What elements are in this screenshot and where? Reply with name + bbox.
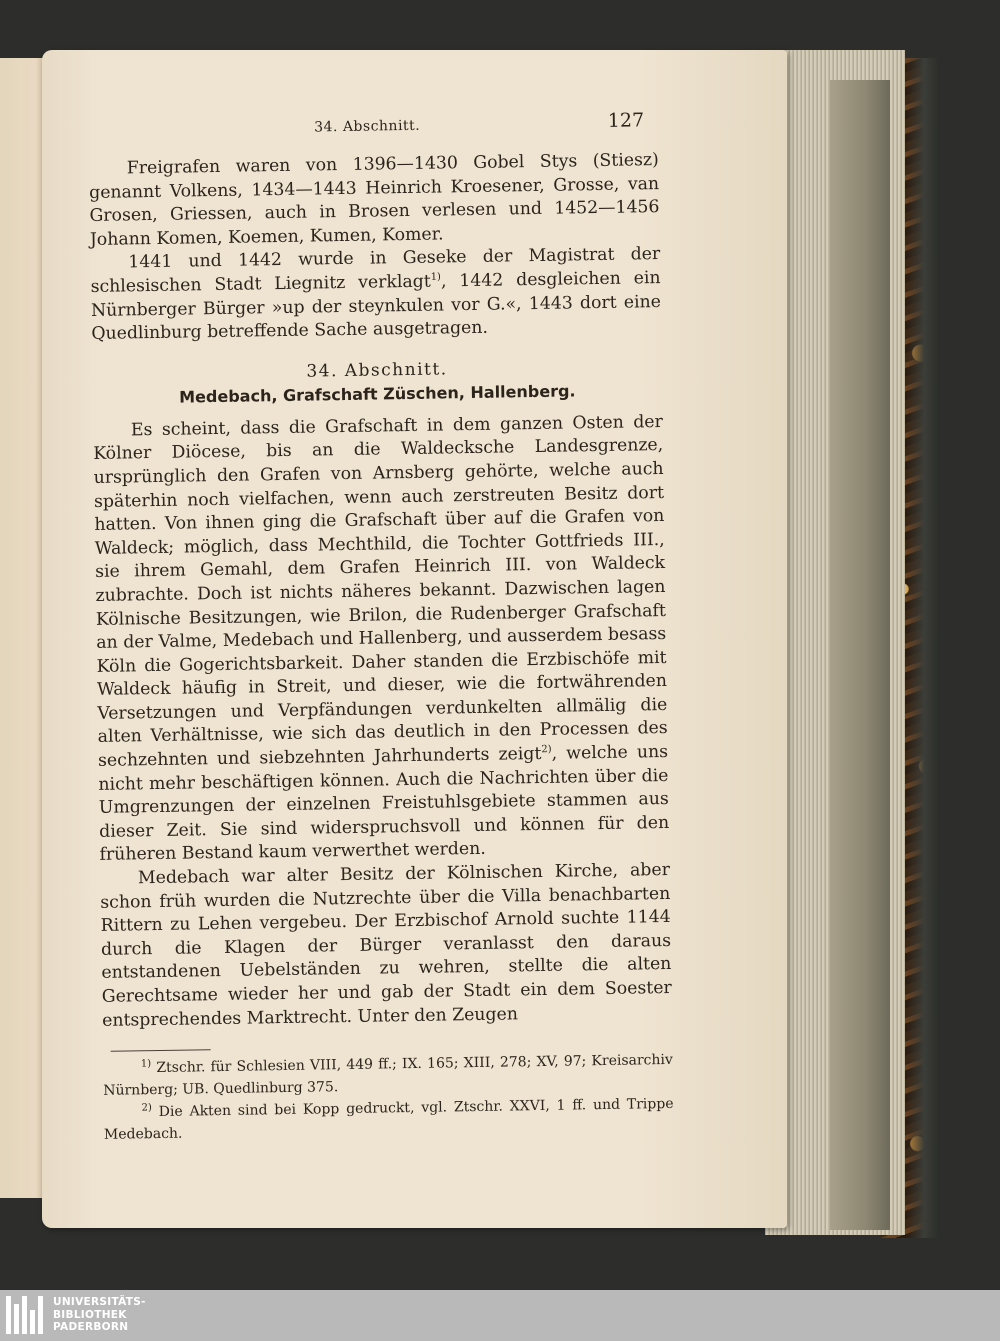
library-logo-text: [53, 1296, 146, 1334]
paragraph-geseke: [90, 243, 661, 346]
footnote-ref-2: 2): [541, 744, 552, 756]
running-title: 34. Abschnitt.: [314, 117, 421, 136]
page-content: [88, 109, 674, 1146]
section-number: 34. Abschnitt.: [306, 359, 448, 382]
paragraph-medebach: Medebach war alter Besitz der Kölnischen Kirche, aber schon früh wurden die Nutzrechte über die Villa benachbarten Rittern zu Lehen vergebeu. Der Erzbischof Arnold suchte 1144 durch die Klagen der Bürger veranlasst den daraus entstandenen Uebelständen zu wehren, stellte die alten Gerechtsame wieder her und gab der Stadt ein dem Soester entsprechendes Marktrecht. Unter den Zeugen: [100, 859, 672, 1031]
footnote-1-text: Ztschr. für Schlesien VIII, 449 ff.; IX. 165; XIII, 278; XV, 97; Kreisarchiv Nürnberg; UB. Quedlinburg 375.: [103, 1052, 673, 1100]
section-title: Medebach, Grafschaft Züschen, Hallenberg.: [179, 381, 576, 407]
library-footer: [0, 1290, 1000, 1341]
cover-spine: [905, 58, 940, 1238]
footnote-2-mark: 2): [141, 1102, 152, 1114]
paragraph-freigrafen: Freigrafen waren von 1396—1430 Gobel Stys (Stiesz) genannt Volkens, 1434—1443 Heinrich Kroesener, Grosse, van Grosen, Griessen, auch in Brosen verlesen und 1452—1456 Johann Komen, Koemen, Kumen, Komer.: [89, 150, 660, 250]
page-number: 127: [607, 109, 645, 132]
footnote-2-text: Die Akten sind bei Kopp gedruckt, vgl. Ztschr. XXVI, 1 ff. und Trippe Medebach.: [103, 1096, 674, 1144]
footnote-ref-1: 1): [430, 271, 442, 283]
paragraph-text: , 1442 desgleichen ein Nürnberger Bürger »up der steynkulen vor G.«, 1443 dort eine Quedlinburg betreffende Sache ausgetragen.: [90, 267, 662, 345]
library-name-line2: BIBLIOTHEK: [53, 1308, 127, 1321]
footnote-1-mark: 1): [140, 1058, 152, 1070]
paragraph-text: , welche uns nicht mehr beschäftigen können. Auch die Nachrichten über die Umgrenzungen der einzelnen Freistuhlsgebiete stammen aus dieser Zeit. Sie sind widerspruchsvoll und können für den früheren Bestand kaum verwerthet werden.: [98, 742, 670, 866]
page-edges-shadow: [830, 80, 890, 1230]
paragraph-text: Es scheint, dass die Grafschaft in dem ganzen Osten der Kölner Diöcese, bis an die Waldecksche Landesgrenze, ursprünglich den Grafen von Arnsberg gehörte, welche auch späterhin noch vielfachen, wenn auch zerstreuten Besitz dort hatten. Von ihnen ging die Grafschaft über auf die Grafen von Waldeck; möglich, dass Mechthild, die Tochter Gottfrieds III., sie ihrem Gemahl, dem Grafen Heinrich III. von Waldeck zubrachte. Doch ist nichts näheres bekannt. Dazwischen lagen Kölnische Besitzungen, wie Brilon, die Rudenberger Grafschaft an der Valme, Medebach und Hallenberg, und ausserdem besass Köln die Gogerichtsbarkeit. Daher standen die Erzbischöfe mit Waldeck häufig in Streit, und dieser, wie die fortwährenden Versetzungen und Verpfändungen verdunkelten allmälig die alten Verhältnisse, wie sich das deutlich in den Processen des sechzehnten und siebzehnten Jahrhunderts zeigt: [93, 411, 668, 771]
paragraph-grafschaft: [93, 411, 670, 868]
paragraph-text: 1441 und 1442 wurde in Geseke der Magistrat der schlesischen Stadt Liegnitz verklagt: [90, 244, 661, 297]
library-name-line1: UNIVERSITÄTS-: [53, 1296, 146, 1308]
library-name-line3: PADERBORN: [53, 1321, 129, 1333]
footnote-divider: [111, 1049, 211, 1052]
footnote-2: [103, 1093, 674, 1146]
library-logo-icon: [6, 1296, 48, 1334]
